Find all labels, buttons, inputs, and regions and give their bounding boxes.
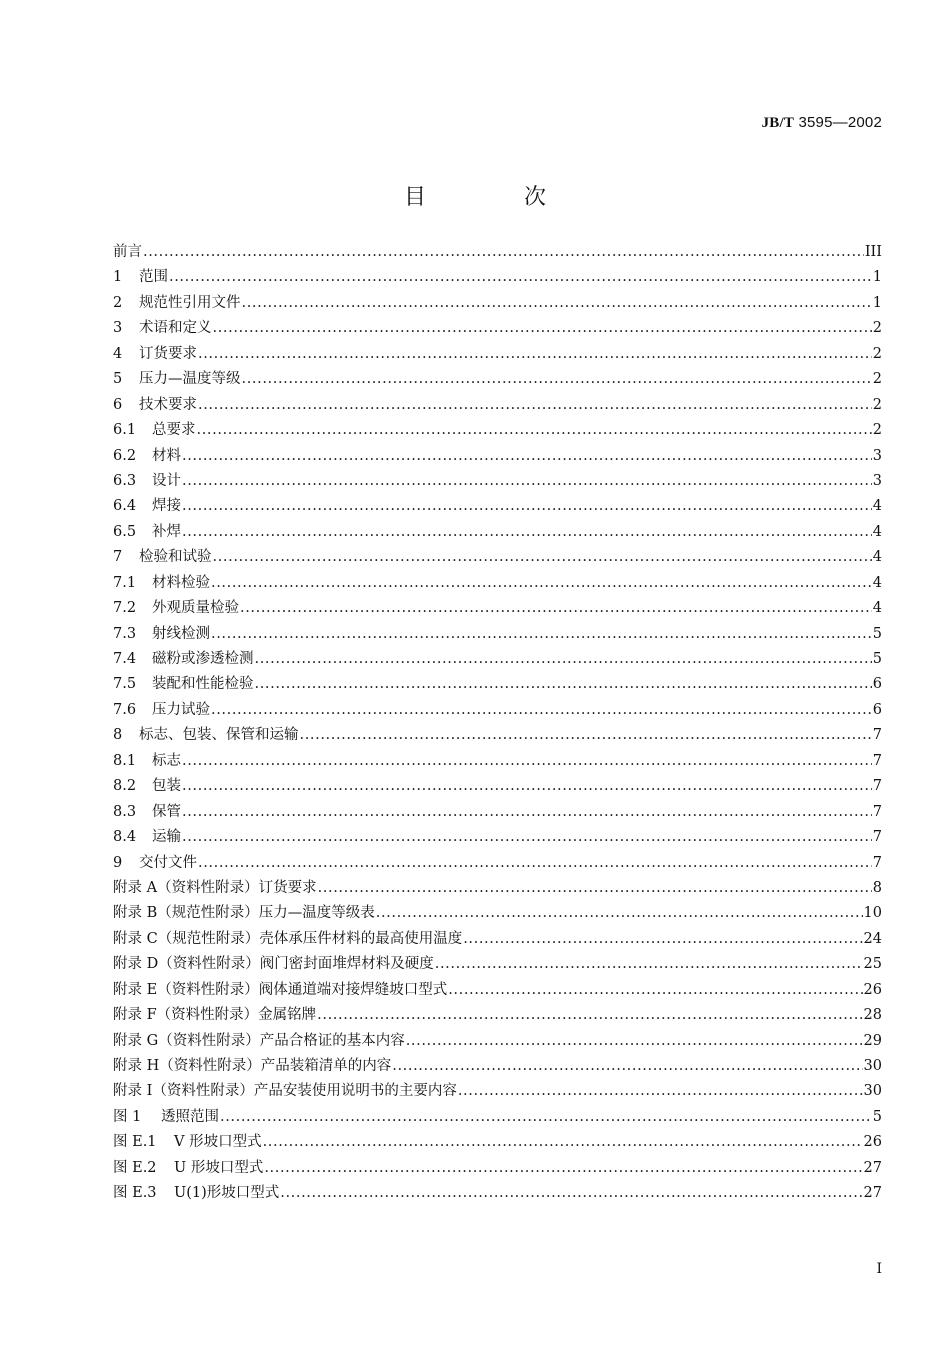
toc-entry-label: 压力—温度等级 <box>139 371 241 388</box>
dot-leader <box>182 829 872 845</box>
toc-entry-page: 6 <box>872 701 882 718</box>
toc-entry[interactable] <box>113 1105 882 1130</box>
toc-entry-label: 焊接 <box>152 498 181 515</box>
toc-entry-label: 附录 C（规范性附录）壳体承压件材料的最高使用温度 <box>113 930 463 947</box>
toc-entry[interactable] <box>113 418 882 443</box>
dot-leader <box>182 498 872 514</box>
toc-entry[interactable] <box>113 851 882 876</box>
toc-entry-label: 检验和试验 <box>139 549 212 566</box>
toc-entry-number: 9 <box>113 854 123 871</box>
toc-entry-number: 7.2 <box>113 600 137 617</box>
toc-entry-page: 3 <box>872 472 882 489</box>
dot-leader <box>197 422 872 438</box>
toc-entry[interactable] <box>113 978 882 1003</box>
dot-leader <box>213 549 872 565</box>
dot-leader <box>280 1185 862 1201</box>
dot-leader <box>169 269 872 285</box>
toc-entry-label: 装配和性能检验 <box>152 676 254 693</box>
toc-entry-label: 范围 <box>139 269 168 286</box>
dot-leader <box>143 244 864 260</box>
toc-entry[interactable] <box>113 825 882 850</box>
toc-entry[interactable] <box>113 647 882 672</box>
toc-entry-page: 8 <box>872 879 882 896</box>
toc-entry[interactable] <box>113 876 882 901</box>
toc-entry[interactable] <box>113 927 882 952</box>
toc-entry-label: 附录 B（规范性附录）压力—温度等级表 <box>113 905 375 922</box>
toc-entry-number: 5 <box>113 371 123 388</box>
toc-entry[interactable] <box>113 952 882 977</box>
toc-entry-label: 附录 F（资料性附录）金属铭牌 <box>113 1007 317 1024</box>
toc-entry-page: 5 <box>872 1108 882 1125</box>
toc-entry-number: 3 <box>113 320 123 337</box>
toc-entry-page: 6 <box>872 676 882 693</box>
toc-entry-label: 透照范围 <box>161 1108 219 1125</box>
dot-leader <box>182 804 872 820</box>
toc-entry-page: 2 <box>872 371 882 388</box>
toc-entry-number: 7 <box>113 549 123 566</box>
dot-leader <box>406 1033 863 1049</box>
toc-entry[interactable] <box>113 393 882 418</box>
toc-entry-number: 6 <box>113 396 123 413</box>
toc-entry[interactable] <box>113 596 882 621</box>
toc-entry[interactable] <box>113 672 882 697</box>
toc-entry-page: III <box>864 244 882 260</box>
toc-entry-label: 附录 I（资料性附录）产品安装使用说明书的主要内容 <box>113 1083 457 1100</box>
toc-entry-label: 磁粉或渗透检测 <box>152 651 254 667</box>
dot-leader <box>211 702 872 718</box>
dot-leader <box>263 1134 863 1150</box>
toc-entry-page: 1 <box>872 294 882 311</box>
dot-leader <box>255 651 872 667</box>
toc-entry[interactable] <box>113 444 882 469</box>
toc-entry-number: 8.1 <box>113 752 137 769</box>
toc-entry[interactable] <box>113 469 882 494</box>
toc-entry-page: 7 <box>872 778 882 795</box>
toc-entry[interactable] <box>113 494 882 519</box>
toc-entry-page: 26 <box>863 981 882 998</box>
toc-entry-number: 图 1 <box>113 1108 142 1125</box>
toc-entry-page: 28 <box>863 1007 882 1024</box>
toc-entry[interactable] <box>113 1054 882 1079</box>
dot-leader <box>448 982 862 998</box>
dot-leader <box>240 600 872 616</box>
standard-code <box>762 114 882 132</box>
toc-entry-label: 材料 <box>152 447 181 464</box>
toc-entry[interactable] <box>113 240 882 265</box>
toc-entry-label: 附录 A（资料性附录）订货要求 <box>113 879 317 896</box>
toc-entry-page: 7 <box>872 854 882 871</box>
dot-leader <box>300 727 872 743</box>
toc-entry-page: 7 <box>872 803 882 820</box>
toc-entry-page: 4 <box>872 600 882 617</box>
toc-entry-number: 2 <box>113 294 123 311</box>
toc-entry-number: 6.5 <box>113 523 137 540</box>
toc-entry-number: 6.1 <box>113 422 137 439</box>
dot-leader <box>318 880 872 896</box>
toc-entry[interactable] <box>113 622 882 647</box>
toc-entry-label: 附录 G（资料性附录）产品合格证的基本内容 <box>113 1032 405 1049</box>
toc-entry-page: 7 <box>872 752 882 769</box>
toc-entry-page: 25 <box>863 956 882 973</box>
toc-entry-label: U(1)形坡口型式 <box>174 1185 280 1202</box>
toc-entry-label: 附录 H（资料性附录）产品装箱清单的内容 <box>113 1058 392 1074</box>
toc-entry-page: 4 <box>872 498 882 515</box>
dot-leader <box>182 524 872 540</box>
toc-entry-number: 8.2 <box>113 778 137 795</box>
toc-entry-label: 标志 <box>152 752 181 769</box>
toc-entry-page: 30 <box>863 1058 882 1074</box>
toc-entry[interactable] <box>113 1079 882 1104</box>
toc-entry-number: 7.3 <box>113 625 137 642</box>
toc-entry[interactable] <box>113 749 882 774</box>
dot-leader <box>198 397 872 413</box>
toc-entry-page: 4 <box>872 574 882 591</box>
toc-entry-label: 规范性引用文件 <box>139 294 241 311</box>
toc-entry-label: 运输 <box>152 829 181 846</box>
toc-entry-page: 3 <box>872 447 882 464</box>
dot-leader <box>255 676 872 692</box>
toc-entry[interactable] <box>113 1156 882 1181</box>
toc-entry-label: 射线检测 <box>152 625 210 642</box>
toc-entry-number: 6.2 <box>113 447 137 464</box>
dot-leader <box>264 1160 862 1176</box>
dot-leader <box>211 626 872 642</box>
toc-entry-page: 30 <box>863 1083 882 1100</box>
toc-entry-label: 补焊 <box>152 523 181 540</box>
toc-entry-label: 术语和定义 <box>139 320 212 337</box>
toc-entry-number: 图 E.3 <box>113 1185 157 1202</box>
dot-leader <box>211 575 872 591</box>
toc-entry-page: 4 <box>872 523 882 540</box>
standard-prefix: JB/T <box>761 115 795 131</box>
toc-entry-label: 总要求 <box>152 422 196 439</box>
toc-entry-number: 图 E.1 <box>113 1134 157 1151</box>
dot-leader <box>220 1109 872 1125</box>
toc-entry[interactable] <box>113 571 882 596</box>
toc-entry-number: 7.1 <box>113 574 137 591</box>
toc-entry-label: 设计 <box>152 472 181 489</box>
toc-entry-label: 交付文件 <box>139 854 197 871</box>
toc-entry-page: 27 <box>863 1159 882 1176</box>
toc-entry-label: 材料检验 <box>152 574 210 591</box>
page-number: I <box>876 1261 882 1277</box>
dot-leader <box>182 778 872 794</box>
toc-entry-page: 26 <box>863 1134 882 1151</box>
toc-entry[interactable] <box>113 545 882 570</box>
dot-leader <box>458 1083 863 1099</box>
toc-entry-label: 订货要求 <box>139 345 197 362</box>
toc-entry[interactable] <box>113 367 882 392</box>
toc-entry-label: 技术要求 <box>139 396 197 413</box>
toc-entry-label: 外观质量检验 <box>152 600 239 617</box>
dot-leader <box>242 295 872 311</box>
dot-leader <box>198 855 872 871</box>
dot-leader <box>392 1058 862 1074</box>
toc-entry-page: 2 <box>872 422 882 439</box>
dot-leader <box>435 956 863 972</box>
toc-entry-label: U 形坡口型式 <box>174 1159 264 1176</box>
toc-entry-page: 2 <box>872 345 882 362</box>
dot-leader <box>213 320 872 336</box>
toc-entry-number: 1 <box>113 269 123 286</box>
toc-entry-label: 附录 D（资料性附录）阀门密封面堆焊材料及硬度 <box>113 956 434 973</box>
toc-entry-page: 4 <box>872 549 882 566</box>
toc-entry-page: 7 <box>872 727 882 744</box>
toc-entry-page: 5 <box>872 651 882 667</box>
toc-entry-label: 包装 <box>152 778 181 795</box>
toc-entry-label: V 形坡口型式 <box>174 1134 262 1151</box>
toc-entry[interactable] <box>113 342 882 367</box>
standard-number: 3595—2002 <box>798 114 882 131</box>
toc-entry-number: 7.4 <box>113 651 137 667</box>
toc-entry-page: 10 <box>863 905 882 922</box>
toc-entry[interactable] <box>113 901 882 926</box>
toc-entry-label: 前言 <box>113 244 142 260</box>
table-of-contents <box>113 240 882 1207</box>
toc-title: 目 次 <box>403 185 584 210</box>
dot-leader <box>376 905 863 921</box>
toc-entry[interactable] <box>113 1181 882 1206</box>
dot-leader <box>182 473 872 489</box>
toc-entry-number: 图 E.2 <box>113 1159 157 1176</box>
toc-entry-label: 压力试验 <box>152 701 210 718</box>
toc-entry-number: 7.5 <box>113 676 137 693</box>
toc-entry-page: 27 <box>863 1185 882 1202</box>
dot-leader <box>463 931 862 947</box>
dot-leader <box>182 753 872 769</box>
toc-entry[interactable] <box>113 520 882 545</box>
toc-entry[interactable] <box>113 265 882 290</box>
toc-entry-number: 8.3 <box>113 803 137 820</box>
toc-entry-label: 保管 <box>152 803 181 820</box>
dot-leader <box>182 448 872 464</box>
toc-entry-page: 2 <box>872 320 882 337</box>
toc-entry-number: 8.4 <box>113 829 137 846</box>
toc-entry[interactable] <box>113 1029 882 1054</box>
toc-entry[interactable] <box>113 291 882 316</box>
toc-entry-page: 1 <box>872 269 882 286</box>
toc-entry[interactable] <box>113 698 882 723</box>
toc-entry-page: 7 <box>872 829 882 846</box>
toc-entry[interactable] <box>113 316 882 341</box>
dot-leader <box>242 371 872 387</box>
dot-leader <box>198 346 872 362</box>
toc-entry[interactable] <box>113 800 882 825</box>
toc-entry-number: 8 <box>113 727 123 744</box>
dot-leader <box>317 1007 862 1023</box>
toc-entry-page: 2 <box>872 396 882 413</box>
toc-entry[interactable] <box>113 774 882 799</box>
toc-entry-number: 6.3 <box>113 472 137 489</box>
toc-entry-number: 4 <box>113 345 123 362</box>
toc-entry[interactable] <box>113 1130 882 1155</box>
toc-entry-number: 6.4 <box>113 498 137 515</box>
toc-entry[interactable] <box>113 723 882 748</box>
toc-entry-label: 标志、包装、保管和运输 <box>139 727 299 744</box>
toc-entry-page: 29 <box>863 1032 882 1049</box>
toc-entry-page: 24 <box>863 930 882 947</box>
toc-entry-number: 7.6 <box>113 701 137 718</box>
toc-entry[interactable] <box>113 1003 882 1028</box>
toc-entry-page: 5 <box>872 625 882 642</box>
toc-entry-label: 附录 E（资料性附录）阀体通道端对接焊缝坡口型式 <box>113 981 448 998</box>
